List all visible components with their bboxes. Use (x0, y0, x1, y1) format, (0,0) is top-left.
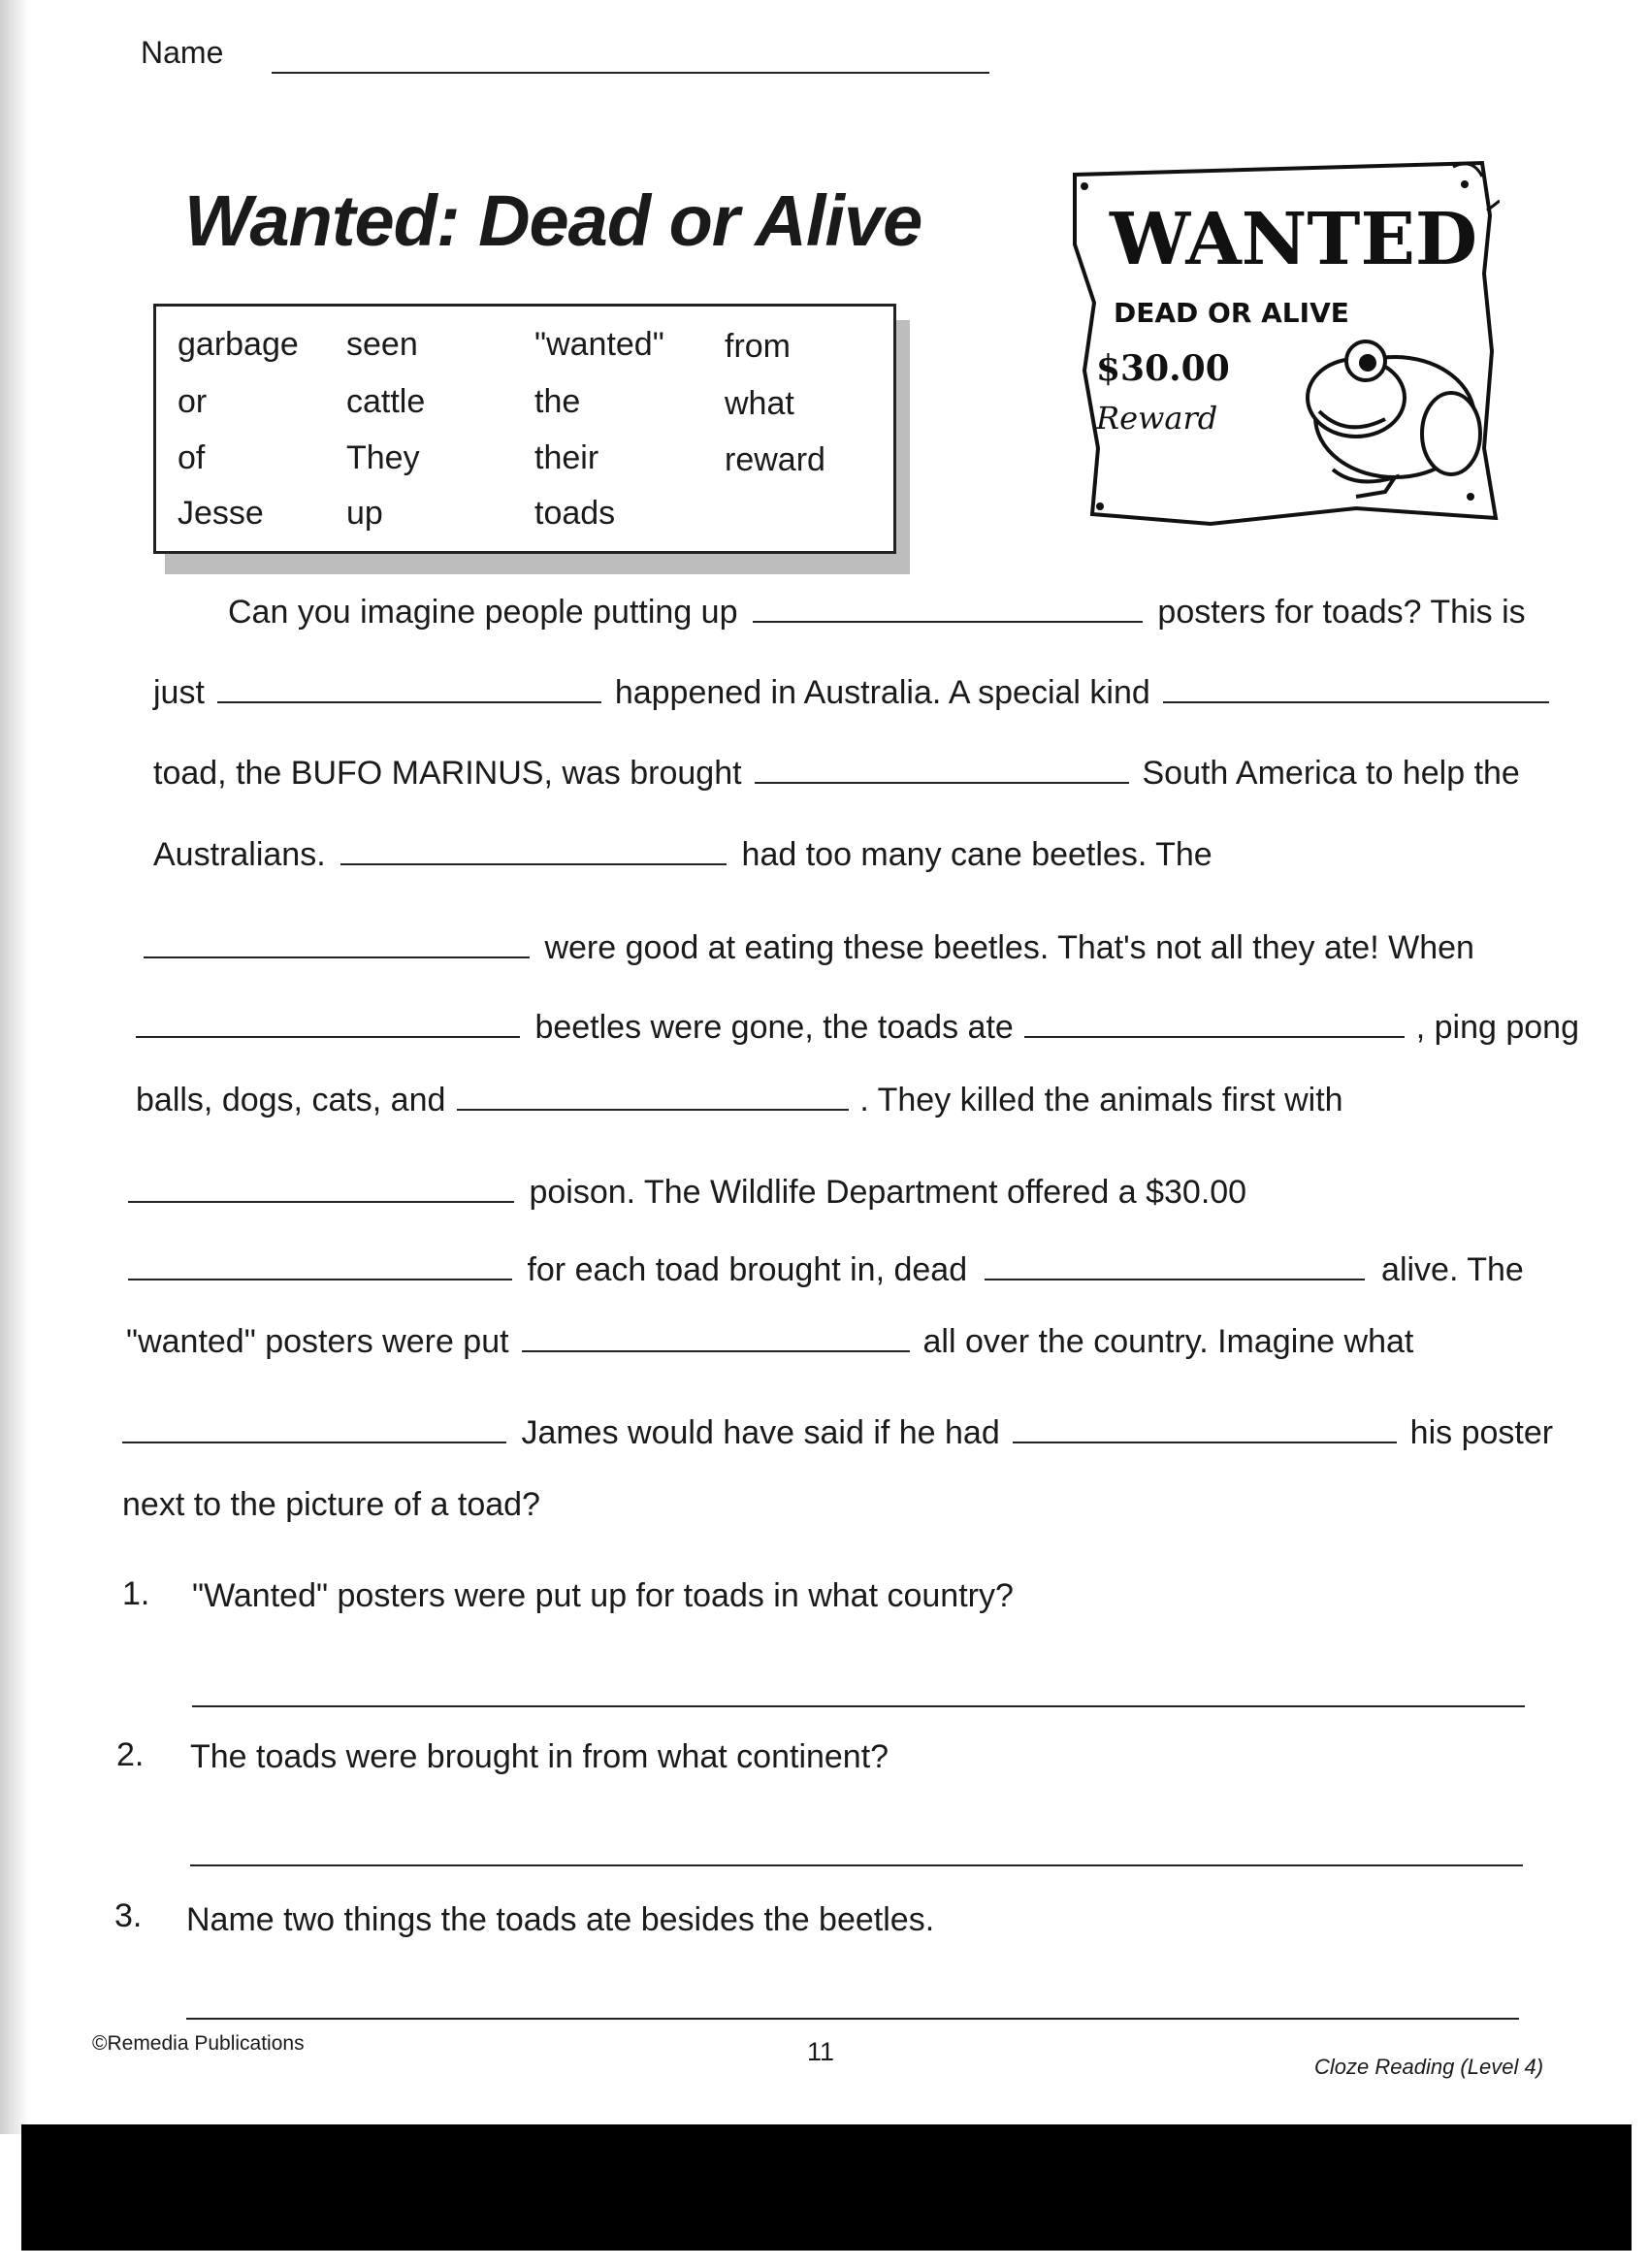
passage-text: alive. The (1381, 1251, 1524, 1288)
poster-heading: WANTED (1110, 198, 1478, 281)
passage-line-5 (144, 929, 1474, 967)
blank-15[interactable] (1013, 1442, 1397, 1443)
word-bank-word: They (346, 439, 420, 476)
poster-amount: $30.00 (1096, 348, 1230, 389)
blank-8[interactable] (1024, 1036, 1405, 1038)
blank-5[interactable] (340, 863, 727, 865)
poster-reward: Reward (1096, 400, 1218, 437)
word-bank-word: of (178, 439, 206, 476)
word-bank-word: cattle (346, 383, 426, 420)
passage-text: Australians. (153, 836, 326, 873)
word-bank-word: their (534, 439, 599, 476)
page-title: Wanted: Dead or Alive (184, 180, 922, 261)
passage-text: James would have said if he had (521, 1414, 1000, 1451)
passage-line-9 (128, 1251, 1524, 1289)
passage-text: for each toad brought in, dead (527, 1251, 968, 1288)
passage-line-8 (128, 1174, 1246, 1212)
passage-text: posters for toads? This is (1157, 594, 1526, 631)
passage-text: balls, dogs, cats, and (136, 1082, 446, 1118)
blank-3[interactable] (1163, 701, 1549, 703)
publisher-credit: ©Remedia Publications (92, 2032, 305, 2055)
passage-text: his poster (1409, 1414, 1554, 1451)
blank-13[interactable] (522, 1350, 910, 1352)
name-label: Name (141, 35, 224, 70)
wanted-poster-svg (1065, 157, 1500, 526)
word-bank-word: "wanted" (534, 326, 664, 363)
blank-9[interactable] (457, 1109, 849, 1111)
wanted-poster-illustration (1065, 157, 1500, 526)
scan-edge (0, 0, 29, 2134)
passage-text: poison. The Wildlife Department offered a $30.00 (529, 1174, 1247, 1211)
name-field[interactable] (272, 72, 989, 74)
passage-line-4 (153, 836, 1212, 874)
passage-text: , ping pong (1415, 1009, 1579, 1046)
question-2-text: The toads were brought in from what continent? (190, 1738, 889, 1775)
passage-text: . They killed the animals first with (859, 1082, 1343, 1118)
blank-2[interactable] (217, 701, 601, 703)
passage-text: Can you imagine people putting up (228, 594, 738, 631)
answer-2-field[interactable] (190, 1864, 1523, 1866)
passage-text: were good at eating these beetles. That's not all they ate! When (544, 929, 1474, 966)
passage-line-1 (228, 594, 1526, 632)
answer-3-field[interactable] (186, 2018, 1519, 2020)
passage-line-10 (126, 1323, 1413, 1361)
word-bank-word: Jesse (178, 495, 264, 532)
passage-text: just (153, 674, 205, 711)
word-bank (153, 304, 896, 554)
question-3-number: 3. (114, 1897, 143, 1934)
question-1-text: "Wanted" posters were put up for toads in what country? (192, 1577, 1014, 1614)
passage-text: South America to help the (1142, 755, 1520, 792)
passage-line-7 (136, 1082, 1343, 1119)
passage-text: "wanted" posters were put (126, 1323, 509, 1360)
passage-line-6 (136, 1009, 1579, 1047)
passage-text: next to the picture of a toad? (122, 1486, 540, 1523)
passage-line-2 (153, 674, 1553, 712)
page-number: 11 (807, 2037, 835, 2066)
blank-7[interactable] (136, 1036, 520, 1038)
word-bank-word: reward (725, 441, 825, 478)
word-bank-word: the (534, 383, 581, 420)
word-bank-word: up (346, 495, 383, 532)
passage-line-3 (153, 755, 1520, 793)
word-bank-word: toads (534, 495, 616, 532)
question-3-text: Name two things the toads ate besides the beetles. (186, 1901, 935, 1938)
series-label: Cloze Reading (Level 4) (1314, 2055, 1544, 2079)
poster-subheading: DEAD OR ALIVE (1114, 297, 1349, 329)
blank-4[interactable] (755, 782, 1129, 784)
passage-text: all over the country. Imagine what (922, 1323, 1414, 1360)
answer-1-field[interactable] (192, 1705, 1525, 1707)
blank-11[interactable] (128, 1279, 512, 1280)
word-bank-word: garbage (178, 326, 299, 363)
passage-text: had too many cane beetles. The (741, 836, 1212, 873)
question-1-number: 1. (122, 1575, 150, 1612)
passage-text: happened in Australia. A special kind (614, 674, 1150, 711)
blank-1[interactable] (753, 621, 1143, 623)
blank-12[interactable] (985, 1279, 1365, 1280)
passage-line-11 (122, 1414, 1553, 1452)
passage-text: beetles were gone, the toads ate (534, 1009, 1014, 1046)
word-bank-word: or (178, 383, 208, 420)
blank-10[interactable] (128, 1201, 514, 1203)
blank-6[interactable] (144, 956, 530, 958)
word-bank-word: what (725, 385, 794, 422)
scan-bottom-band (21, 2124, 1632, 2251)
word-bank-word: from (725, 328, 791, 365)
passage-line-12 (122, 1486, 540, 1524)
word-bank-word: seen (346, 326, 418, 363)
question-2-number: 2. (116, 1736, 145, 1773)
blank-14[interactable] (122, 1442, 506, 1443)
passage-text: toad, the BUFO MARINUS, was brought (153, 755, 742, 792)
